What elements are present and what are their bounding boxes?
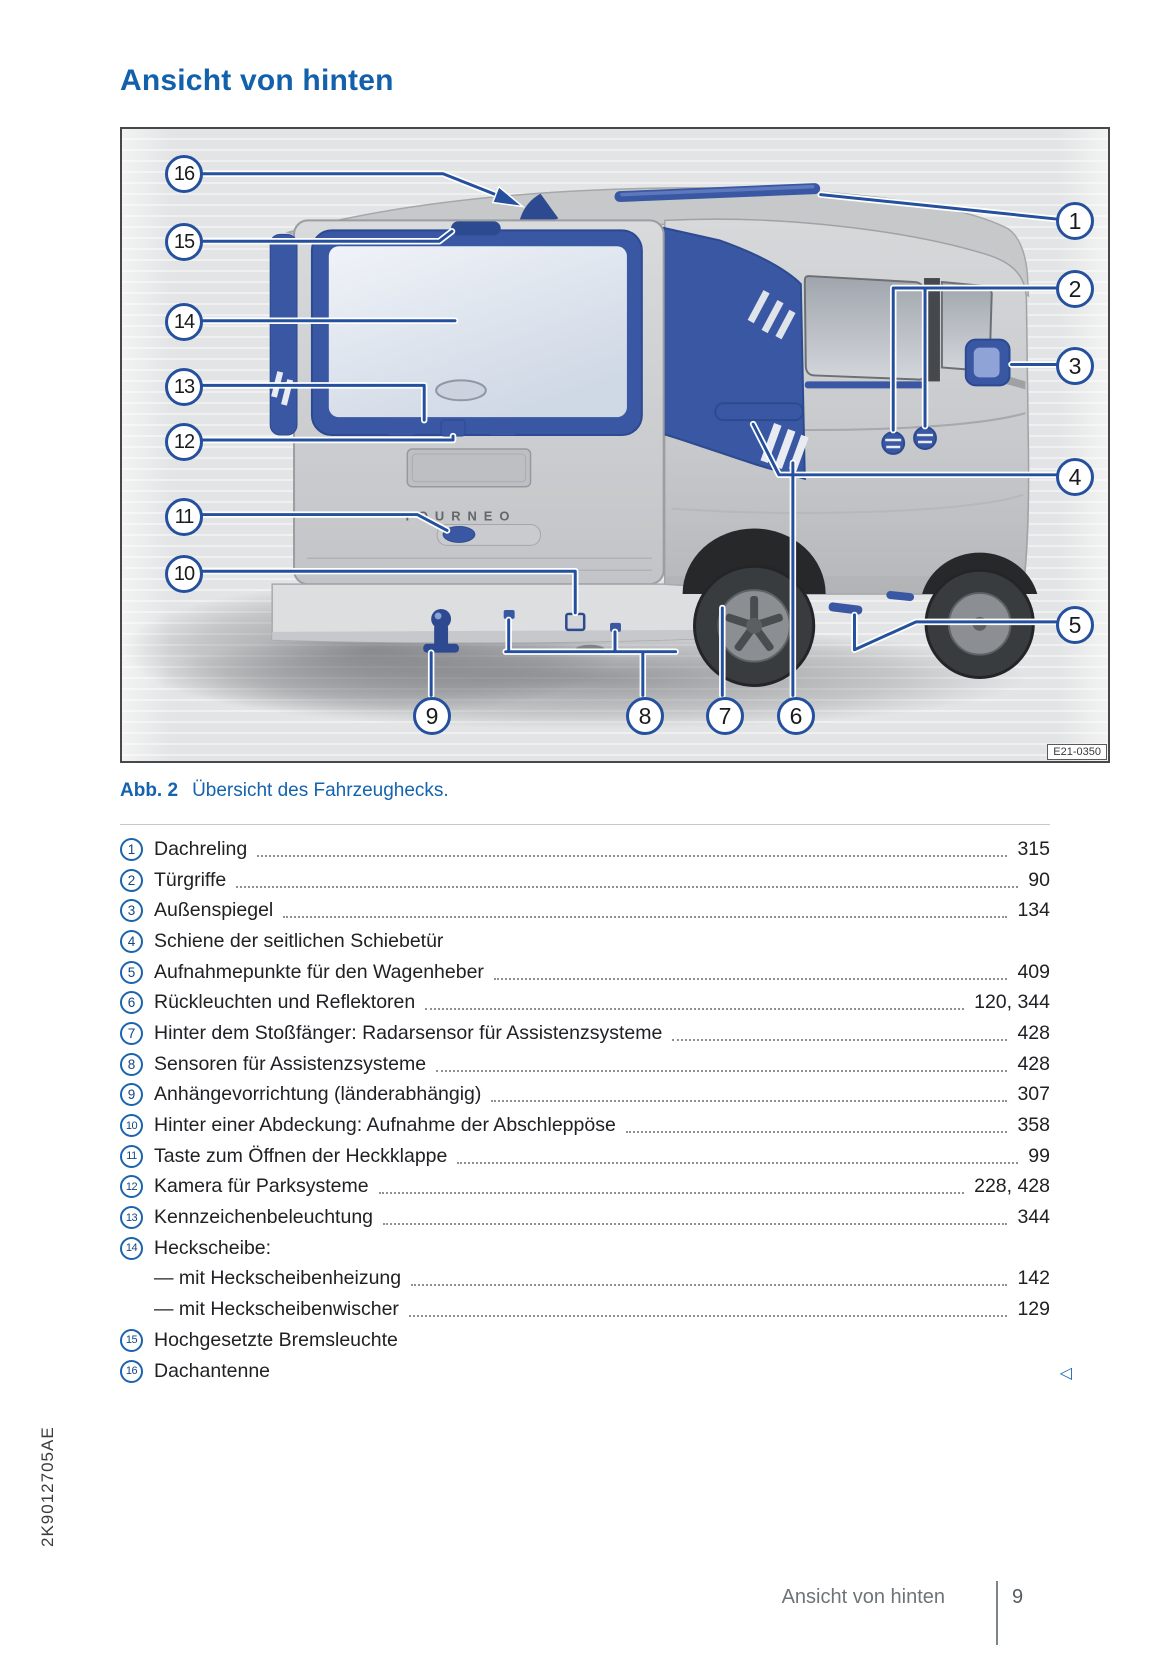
legend-item-1: 1 Dachreling 315: [120, 834, 1050, 865]
callout-7: 7: [706, 697, 744, 735]
legend-num: 1: [120, 838, 143, 861]
callout-8: 8: [626, 697, 664, 735]
license-plate-recess: [407, 449, 530, 487]
legend-item-9: 9 Anhängevorrichtung (länderabhängig) 307: [120, 1080, 1050, 1111]
page-ref: 409: [1017, 960, 1050, 983]
legend-num: 7: [120, 1022, 143, 1045]
legend-num: 2: [120, 869, 143, 892]
plate-light: [489, 423, 517, 435]
dot-leader: [236, 873, 1018, 888]
vehicle-rear-figure: [120, 127, 1110, 763]
callout-2: 2: [1056, 270, 1094, 308]
legend-item-4: 4 Schiene der seitlichen Schiebetür: [120, 926, 1050, 957]
legend-num: 3: [120, 899, 143, 922]
sliding-door-rail: [715, 403, 802, 420]
dot-leader: [494, 965, 1008, 980]
callout-1: 1: [1056, 202, 1094, 240]
legend-num: 15: [120, 1329, 143, 1352]
high-brake-light: [451, 221, 501, 235]
legend-item-5: 5 Aufnahmepunkte für den Wagenheber 409: [120, 957, 1050, 988]
dot-leader: [283, 903, 1007, 918]
page-ref: 344: [1017, 1206, 1050, 1229]
dot-leader: [672, 1026, 1007, 1041]
callout-15: 15: [165, 223, 203, 261]
legend-num: 16: [120, 1360, 143, 1383]
footer-section-title: Ansicht von hinten: [781, 1586, 945, 1608]
legend-num: 10: [120, 1114, 143, 1137]
tow-eye-cover: [566, 614, 584, 630]
callout-4: 4: [1056, 458, 1094, 496]
dot-leader: [626, 1118, 1008, 1133]
dot-leader: [491, 1087, 1007, 1102]
page-ref: 142: [1017, 1267, 1050, 1290]
legend-num: 4: [120, 930, 143, 953]
figure-caption-text: Übersicht des Fahrzeughecks.: [192, 780, 449, 801]
legend-item-14: 14 Heckscheibe:: [120, 1233, 1050, 1264]
page-ref: 228, 428: [974, 1175, 1050, 1198]
legend-list: [120, 824, 1072, 1386]
figure-caption: [120, 780, 449, 802]
dot-leader: [257, 842, 1007, 857]
page-ref: 129: [1017, 1298, 1050, 1321]
callout-10: 10: [165, 555, 203, 593]
document-code: 2K9012705AE: [38, 1426, 57, 1547]
legend-item-12: 12 Kamera für Parksysteme 228, 428: [120, 1172, 1050, 1203]
dot-leader: [379, 1179, 965, 1194]
vehicle-rear-illustration: [122, 129, 1108, 761]
callout-9: 9: [413, 697, 451, 735]
dot-leader: [411, 1271, 1007, 1286]
legend-item-15: 15 Hochgesetzte Bremsleuchte: [120, 1325, 1050, 1356]
legend-num: 13: [120, 1206, 143, 1229]
dot-leader: [436, 1057, 1007, 1072]
legend-item-13: 13 Kennzeichenbeleuchtung 344: [120, 1202, 1050, 1233]
page-ref: 90: [1028, 868, 1050, 891]
vehicle-badge-text: TOURNEO: [403, 508, 517, 524]
callout-16: 16: [165, 155, 203, 193]
callout-6: 6: [777, 697, 815, 735]
brand-badge: [436, 380, 486, 400]
callout-14: 14: [165, 303, 203, 341]
dot-leader: [425, 995, 964, 1010]
page-ref: 358: [1017, 1114, 1050, 1137]
callout-12: 12: [165, 423, 203, 461]
figure-image-code: E21-0350: [1047, 744, 1107, 760]
page-ref: 134: [1017, 899, 1050, 922]
legend-subitem-heating: — mit Heckscheibenheizung 142: [154, 1267, 1050, 1290]
legend-item-7: 7 Hinter dem Stoßfänger: Radarsensor für Assistenzsysteme 428: [120, 1018, 1050, 1049]
dot-leader: [280, 1365, 1040, 1378]
page-ref: 315: [1017, 837, 1050, 860]
page-title: Ansicht von hinten: [120, 64, 394, 97]
page-ref: 428: [1017, 1021, 1050, 1044]
legend-num: 14: [120, 1237, 143, 1260]
callout-3: 3: [1056, 347, 1094, 385]
legend-subitem-wiper: — mit Heckscheibenwischer 129: [154, 1298, 1050, 1321]
page-ref: 428: [1017, 1052, 1050, 1075]
page-ref: 120, 344: [974, 991, 1050, 1014]
figure-caption-label: Abb. 2: [120, 780, 179, 801]
plate-light: [387, 423, 415, 435]
legend-item-8: 8 Sensoren für Assistenzsysteme 428: [120, 1049, 1050, 1080]
dot-leader: [281, 1242, 1040, 1255]
legend-num: 12: [120, 1175, 143, 1198]
legend-num: 5: [120, 961, 143, 984]
sliding-door-window: [805, 276, 926, 380]
callout-13: 13: [165, 368, 203, 406]
dot-leader: [408, 1334, 1040, 1347]
page-ref: 307: [1017, 1083, 1050, 1106]
footer-divider: [996, 1581, 998, 1645]
callout-11: 11: [165, 498, 203, 536]
dot-leader: [457, 1149, 1018, 1164]
legend-num: 6: [120, 991, 143, 1014]
left-pillar-trim: [270, 234, 297, 435]
legend-num: 9: [120, 1083, 143, 1106]
legend-item-2: 2 Türgriffe 90: [120, 865, 1050, 896]
legend-item-11: 11 Taste zum Öffnen der Heckklappe 99: [120, 1141, 1050, 1172]
dot-leader: [409, 1302, 1008, 1317]
legend-num: 8: [120, 1053, 143, 1076]
page-ref: 99: [1028, 1144, 1050, 1167]
legend-item-3: 3 Außenspiegel 134: [120, 895, 1050, 926]
legend-item-10: 10 Hinter einer Abdeckung: Aufnahme der Abschleppöse 358: [120, 1110, 1050, 1141]
footer-page-number: 9: [1012, 1586, 1024, 1608]
legend-item-16: 16 Dachantenne: [120, 1356, 1050, 1387]
jack-point: [828, 602, 863, 615]
section-end-marker: ◁: [1059, 1365, 1072, 1383]
dot-leader: [383, 1210, 1007, 1225]
dot-leader: [453, 935, 1040, 948]
legend-item-6: 6 Rückleuchten und Reflektoren 120, 344: [120, 987, 1050, 1018]
legend-num: 11: [120, 1145, 143, 1168]
callout-5: 5: [1056, 606, 1094, 644]
